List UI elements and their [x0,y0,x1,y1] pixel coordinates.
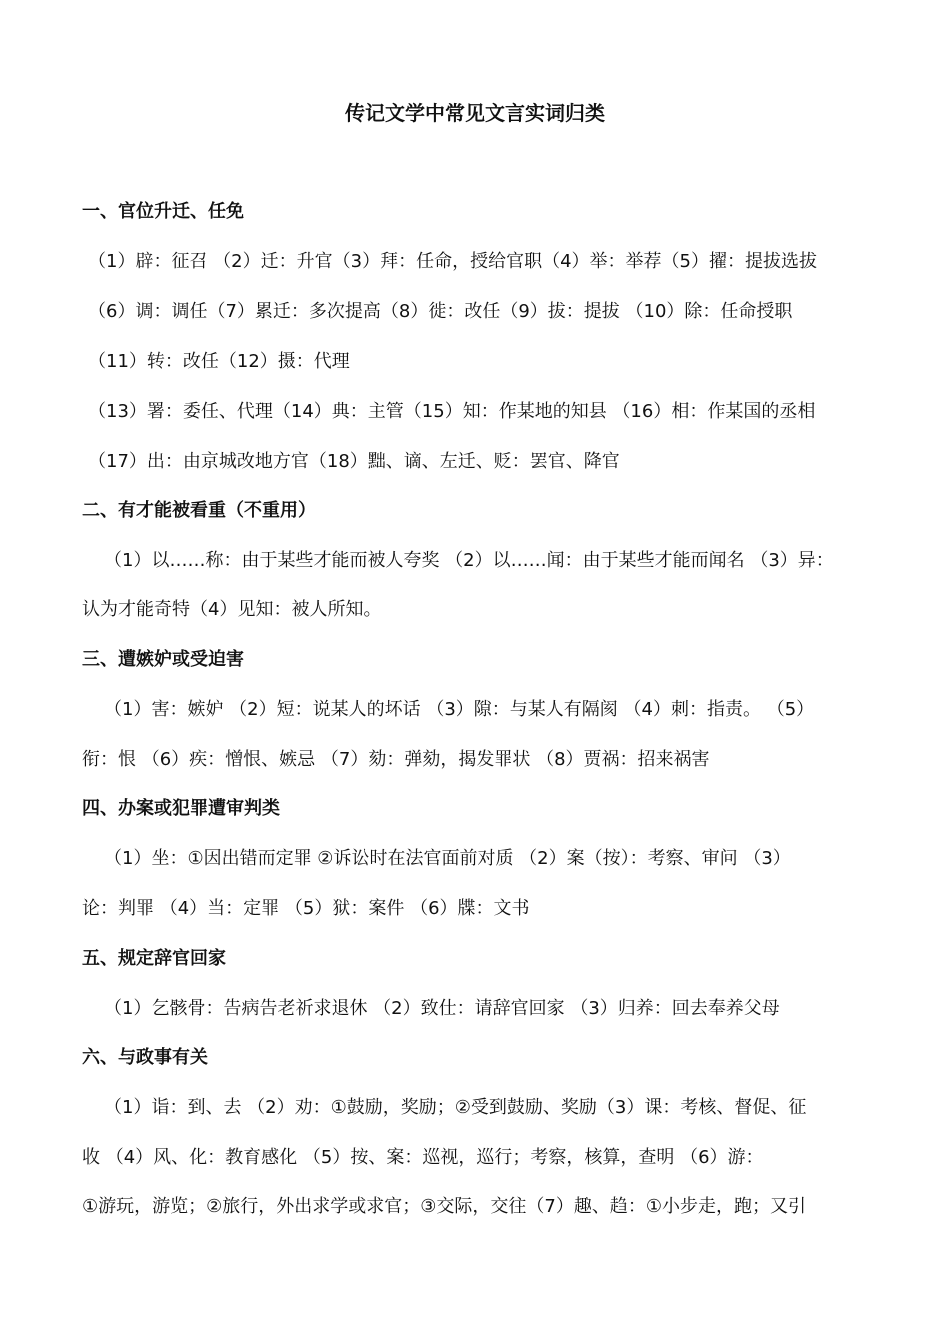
section-heading: 三、遭嫉妒或受迫害 [82,649,244,670]
section-line: 论：判罪 （4）当：定罪 （5）狱：案件 （6）牒：文书 [82,898,530,919]
section-line: ①游玩，游览；②旅行，外出求学或求官；③交际，交往（7）趣、趋：①小步走，跑；又引 [82,1196,806,1217]
section-line: （1）辟：征召 （2）迁：升官（3）拜：任命，授给官职（4）举：举荐（5）擢：提拔选拔 [88,251,817,272]
section-heading: 一、官位升迁、任免 [82,201,244,222]
section-line: （1）以……称：由于某些才能而被人夸奖 （2）以……闻：由于某些才能而闻名 （3）异： [104,550,834,571]
section-line: （1）害：嫉妒 （2）短：说某人的坏话 （3）隙：与某人有隔阂 （4）刺：指责。 （5） [104,699,815,720]
section-line: （17）出：由京城改地方官（18）黜、谪、左迁、贬：罢官、降官 [88,451,620,472]
section-heading: 五、规定辞官回家 [82,948,226,969]
section-line: （6）调：调任（7）累迁：多次提高（8）徙：改任（9）拔：提拔 （10）除：任命授职 [88,301,793,322]
section-heading: 二、有才能被看重（不重用） [82,500,316,521]
document-title: 传记文学中常见文言实词归类 [345,101,605,125]
section-line: （11）转：改任（12）摄：代理 [88,351,350,372]
section-line: 衔：恨 （6）疾：憎恨、嫉忌 （7）劾：弹劾，揭发罪状 （8）贾祸：招来祸害 [82,749,710,770]
section-line: 认为才能奇特（4）见知：被人所知。 [82,599,382,620]
section-line: 收 （4）风、化：教育感化 （5）按、案：巡视，巡行；考察，核算，查明 （6）游： [82,1147,764,1168]
section-heading: 四、办案或犯罪遭审判类 [82,798,280,819]
section-heading: 六、与政事有关 [82,1047,208,1068]
section-line: （1）坐：①因出错而定罪 ②诉讼时在法官面前对质 （2）案（按）：考察、审问 （3） [104,848,791,869]
section-line: （1）诣：到、去 （2）劝：①鼓励，奖励；②受到鼓励、奖励（3）课：考核、督促、征 [104,1097,807,1118]
section-line: （1）乞骸骨：告病告老祈求退休 （2）致仕：请辞官回家 （3）归养：回去奉养父母 [104,998,780,1019]
section-line: （13）署：委任、代理（14）典：主管（15）知：作某地的知县 （16）相：作某国的丞相 [88,401,816,422]
